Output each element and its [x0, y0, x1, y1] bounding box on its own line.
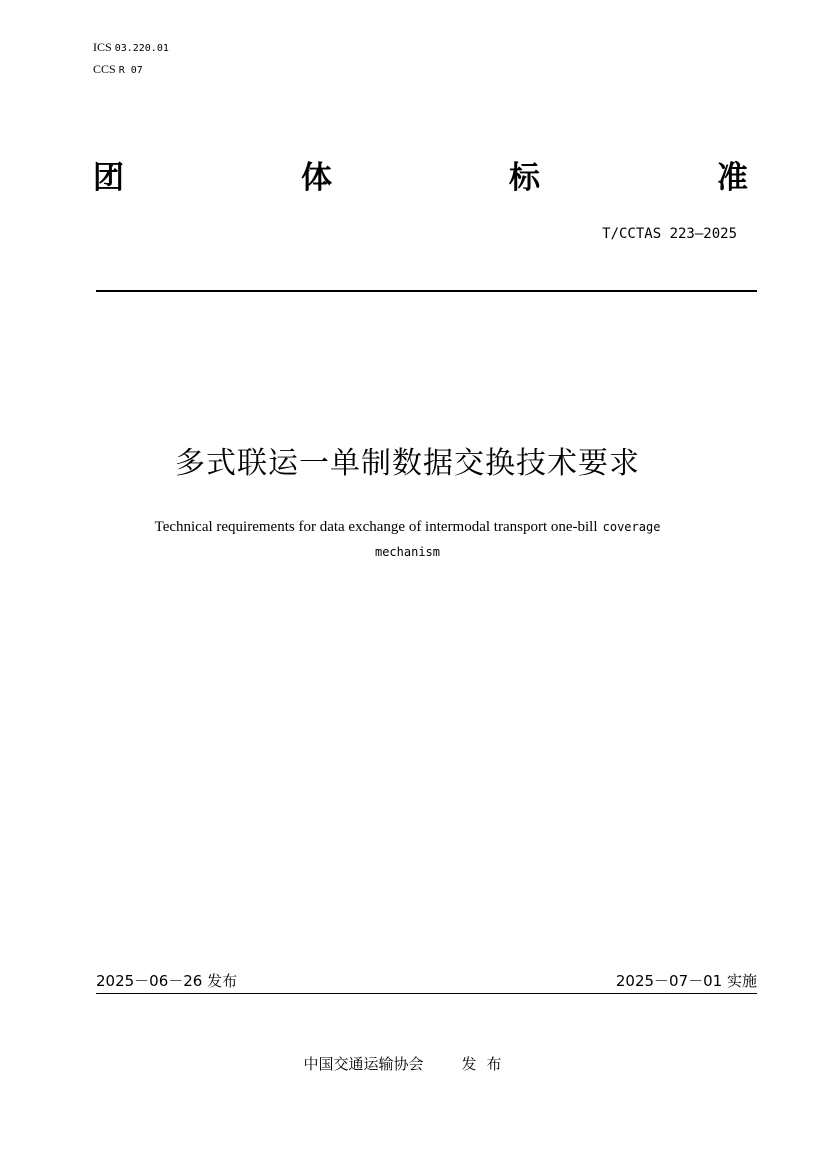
ccs-value: R 07 — [118, 65, 143, 76]
publisher-org: 中国交通运输协会 — [303, 1055, 424, 1073]
standard-type-char: 准 — [717, 160, 748, 196]
ics-value: 03.220.01 — [114, 43, 169, 54]
bottom-divider — [96, 993, 757, 994]
ics-classification — [93, 40, 169, 56]
ics-label: ICS — [93, 40, 112, 54]
publisher-action: 发布 — [461, 1055, 512, 1073]
standard-type-heading — [93, 156, 748, 200]
publish-date: 2025－06－26 发布 — [96, 972, 238, 990]
top-divider — [96, 290, 757, 292]
effective-date: 2025－07－01 实施 — [615, 972, 757, 990]
title-english-part1: Technical requirements for data exchange of intermodal transport one-bill — [154, 519, 598, 535]
title-english-part3: mechanism — [374, 545, 441, 559]
standard-type-char: 团 — [93, 160, 124, 196]
publisher-line — [0, 1053, 815, 1074]
ccs-label: CCS — [93, 62, 116, 76]
standard-type-char: 标 — [509, 160, 540, 196]
title-english-part2: coverage — [602, 520, 661, 534]
title-english — [60, 514, 755, 564]
ccs-classification — [93, 62, 143, 78]
standard-type-char: 体 — [301, 160, 332, 196]
title-chinese: 多式联运一单制数据交换技术要求 — [175, 446, 640, 481]
standard-number: T/CCTAS 223—2025 — [602, 226, 737, 242]
